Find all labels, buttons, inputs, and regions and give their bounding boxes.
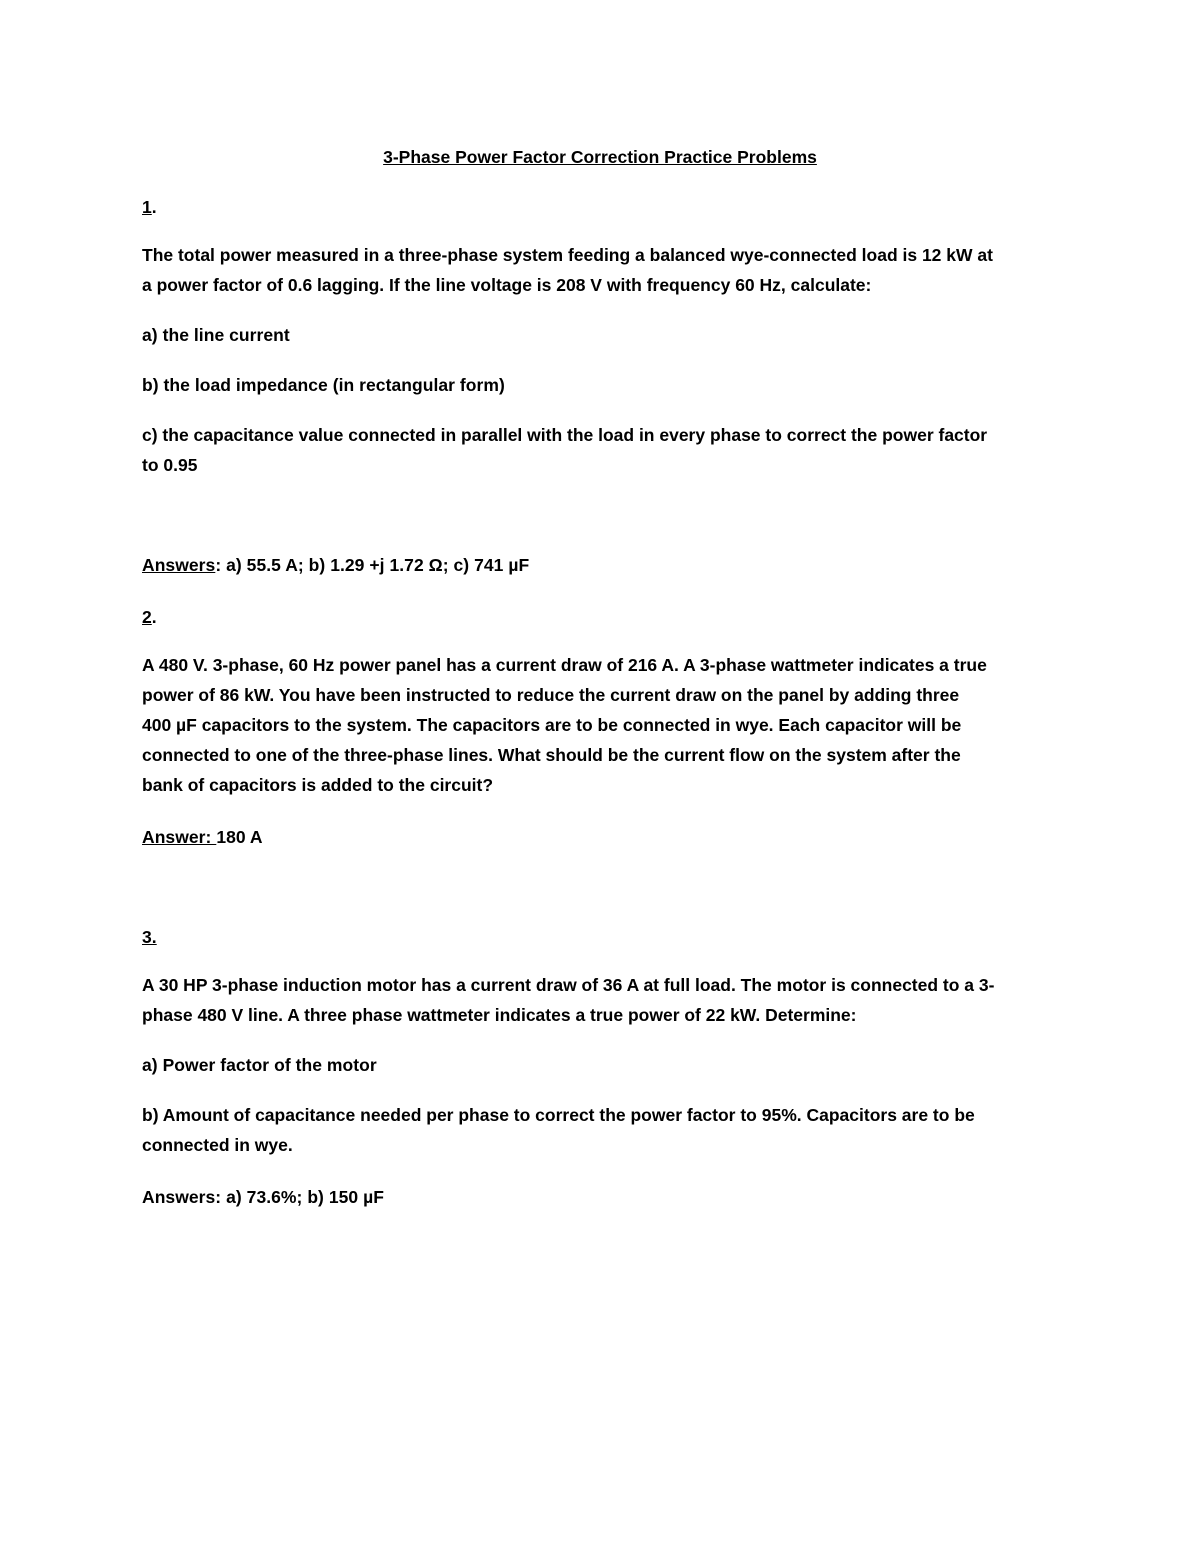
problem-3-number-text: 3.	[142, 927, 157, 947]
problem-1-answer	[142, 550, 529, 580]
problem-2-statement-line-1: A 480 V. 3-phase, 60 Hz power panel has a current draw of 216 A. A 3-phase wattmeter indicates a true	[142, 655, 987, 675]
problem-2-number: 2.	[142, 607, 157, 627]
problem-2-answer-text: 180 A	[216, 827, 263, 847]
problem-1-part-a: a) the line current	[142, 325, 290, 345]
problem-1-part-b: b) the load impedance (in rectangular form)	[142, 375, 505, 395]
problem-3-number	[142, 922, 157, 952]
problem-3-part-b-line-2: connected in wye.	[142, 1135, 293, 1155]
problem-3-statement	[142, 970, 1072, 1030]
problem-2-answer	[142, 822, 263, 852]
problem-1-answer-label: Answers	[142, 555, 216, 575]
problem-3-statement-line-1: A 30 HP 3-phase induction motor has a current draw of 36 A at full load. The motor is connected to a 3-	[142, 975, 995, 995]
problem-1-statement	[142, 240, 1072, 300]
problem-3-part-a: a) Power factor of the motor	[142, 1055, 377, 1075]
problem-3-statement-line-2: phase 480 V line. A three phase wattmeter indicates a true power of 22 kW. Determine:	[142, 1005, 857, 1025]
problem-1-part-c-line-1: c) the capacitance value connected in parallel with the load in every phase to correct the power factor	[142, 425, 988, 445]
document-title: 3-Phase Power Factor Correction Practice Problems	[383, 147, 817, 167]
problem-2-statement-line-5: bank of capacitors is added to the circuit?	[142, 775, 494, 795]
problem-3-answer: Answers: a) 73.6%; b) 150 µF	[142, 1187, 384, 1207]
problem-1-statement-line-2: a power factor of 0.6 lagging. If the line voltage is 208 V with frequency 60 Hz, calculate:	[142, 275, 872, 295]
problem-3-part-b-line-1: b) Amount of capacitance needed per phase to correct the power factor to 95%. Capacitors are to be	[142, 1105, 975, 1125]
problem-1-number: 1.	[142, 197, 157, 217]
problem-1-part-c-line-2: to 0.95	[142, 455, 198, 475]
problem-1-statement-line-1: The total power measured in a three-phase system feeding a balanced wye-connected load is 12 kW at	[142, 245, 993, 265]
problem-1-answer-text: : a) 55.5 A; b) 1.29 +j 1.72 Ω; c) 741 µF	[215, 555, 530, 575]
problem-2-statement-line-3: 400 µF capacitors to the system. The capacitors are to be connected in wye. Each capacitor will be	[142, 715, 962, 735]
problem-2-answer-label: Answer:	[142, 827, 217, 847]
problem-2-statement	[142, 650, 1072, 800]
problem-1-part-c	[142, 420, 1072, 480]
problem-1-number-text: 1	[142, 197, 152, 217]
problem-3-part-b	[142, 1100, 1072, 1160]
problem-2-statement-line-4: connected to one of the three-phase lines. What should be the current flow on the system after the	[142, 745, 961, 765]
problem-2-number-text: 2	[142, 607, 152, 627]
problem-2-statement-line-2: power of 86 kW. You have been instructed to reduce the current draw on the panel by adding three	[142, 685, 960, 705]
